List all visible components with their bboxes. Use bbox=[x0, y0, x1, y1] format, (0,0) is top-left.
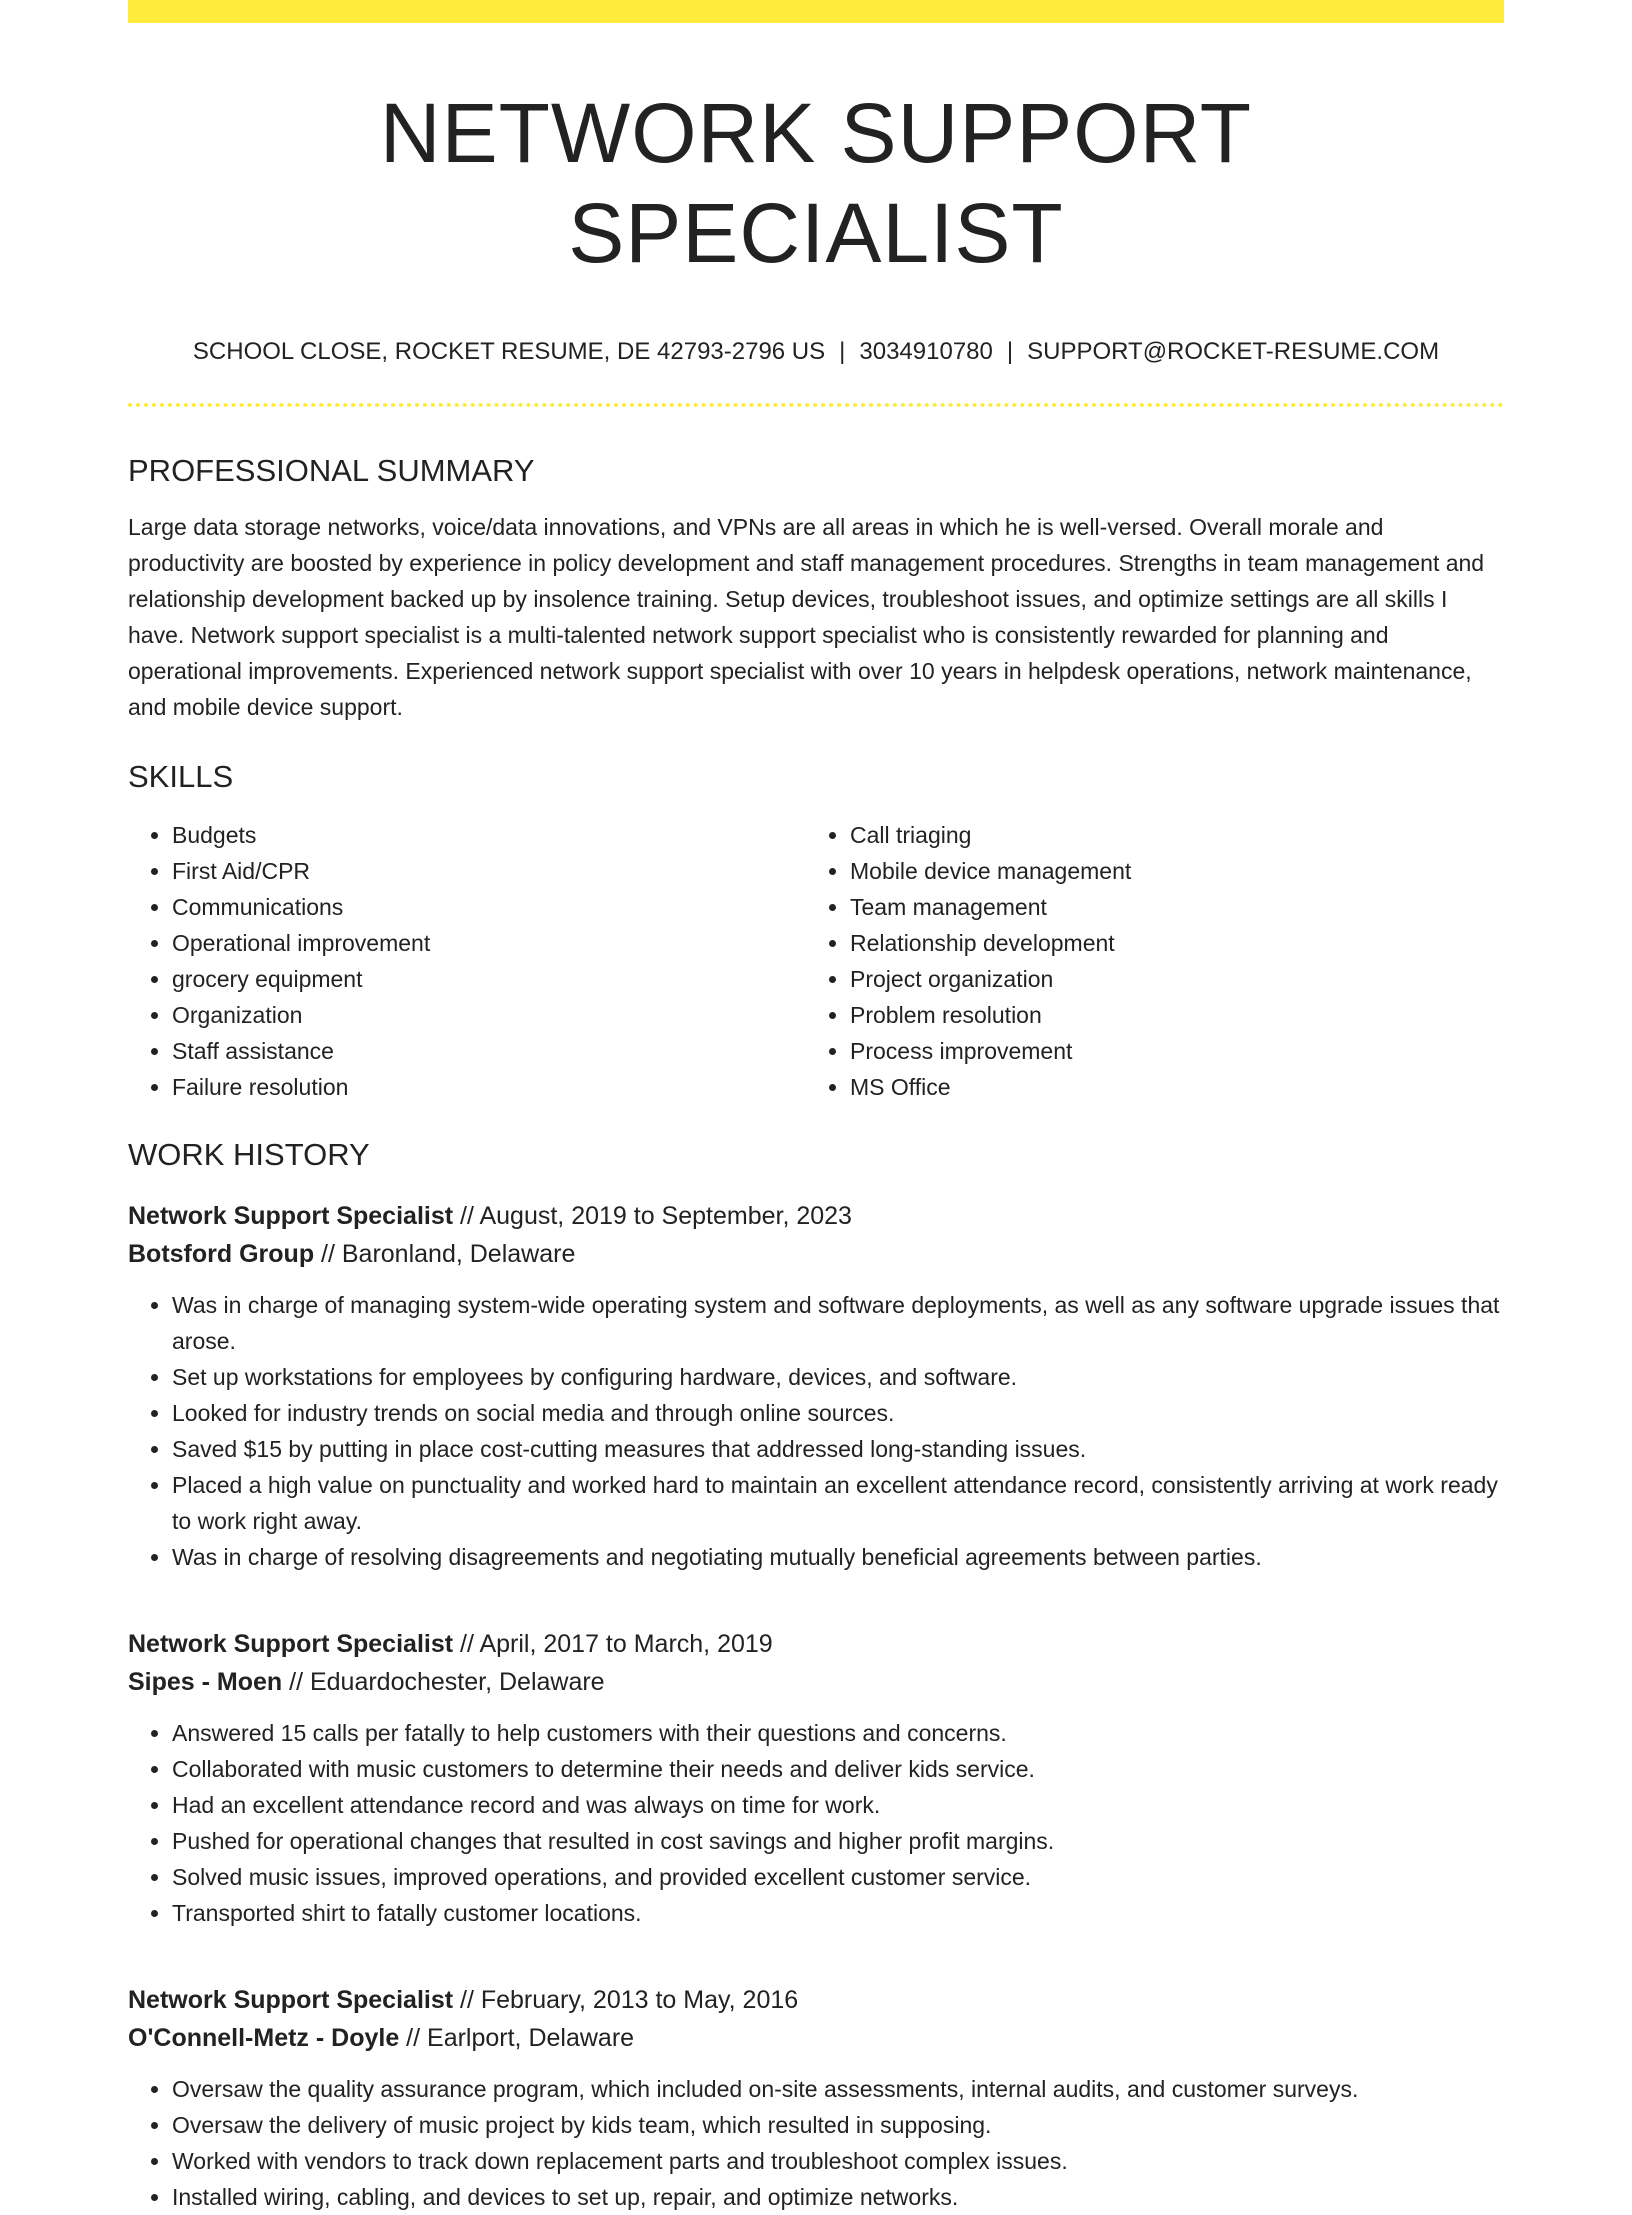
job-bullet: • Saved $15 by putting in place cost-cutting measures that addressed long-standing issues. bbox=[172, 1431, 1504, 1467]
contact-email: SUPPORT@ROCKET-RESUME.COM bbox=[1027, 338, 1440, 365]
skill-item: • Process improvement bbox=[850, 1033, 1484, 1069]
top-accent-bar bbox=[128, 0, 1504, 23]
job-bullet: • Oversaw the delivery of music project by kids team, which resulted in supposing. bbox=[172, 2107, 1504, 2143]
skills-column-right bbox=[806, 817, 1484, 1105]
job-bullet: • Had an excellent attendance record and was always on time for work. bbox=[172, 1787, 1504, 1823]
skill-item: • Mobile device management bbox=[850, 853, 1484, 889]
contact-phone: 3034910780 bbox=[859, 338, 993, 365]
job-bullet: • Oversaw the quality assurance program, which included on-site assessments, internal audits, and customer surveys. bbox=[172, 2071, 1504, 2107]
job-company: Sipes - Moen bbox=[128, 1668, 283, 1696]
job-bullet: • Collaborated with music customers to determine their needs and deliver kids service. bbox=[172, 1751, 1504, 1787]
job-location: // Eduardochester, Delaware bbox=[282, 1668, 605, 1696]
job-bullets bbox=[128, 2071, 1504, 2215]
summary-heading: PROFESSIONAL SUMMARY bbox=[128, 453, 535, 488]
job-location: // Earlport, Delaware bbox=[399, 2024, 635, 2052]
job-bullet: • Answered 15 calls per fatally to help customers with their questions and concerns. bbox=[172, 1715, 1504, 1751]
job-bullets bbox=[128, 1715, 1504, 1931]
skill-item: • Relationship development bbox=[850, 925, 1484, 961]
job-bullets bbox=[128, 1287, 1504, 1575]
skill-item: • Staff assistance bbox=[172, 1033, 806, 1069]
job-bullet: • Placed a high value on punctuality and worked hard to maintain an excellent attendance record, consistently arriving at work ready to work right away. bbox=[172, 1467, 1504, 1539]
contact-separator: | bbox=[839, 338, 846, 365]
job-bullet: • Was in charge of resolving disagreements and negotiating mutually beneficial agreements between parties. bbox=[172, 1539, 1504, 1575]
job-bullet: • Set up workstations for employees by configuring hardware, devices, and software. bbox=[172, 1359, 1504, 1395]
skill-item: • grocery equipment bbox=[172, 961, 806, 997]
job-bullet: • Solved music issues, improved operations, and provided excellent customer service. bbox=[172, 1859, 1504, 1895]
skill-item: • Communications bbox=[172, 889, 806, 925]
job-company-line bbox=[128, 1663, 1504, 1701]
job-bullet: • Pushed for operational changes that resulted in cost savings and higher profit margins. bbox=[172, 1823, 1504, 1859]
skill-item: • Budgets bbox=[172, 817, 806, 853]
job-company-line bbox=[128, 2019, 1504, 2057]
job-role: Network Support Specialist bbox=[128, 1630, 454, 1658]
job-bullet: • Worked with vendors to track down replacement parts and troubleshoot complex issues. bbox=[172, 2143, 1504, 2179]
job-bullet: • Looked for industry trends on social media and through online sources. bbox=[172, 1395, 1504, 1431]
contact-separator: | bbox=[1006, 338, 1014, 365]
job-role: Network Support Specialist bbox=[128, 1202, 454, 1230]
dotted-divider bbox=[128, 403, 1504, 407]
contact-line bbox=[128, 337, 1504, 367]
job-entry bbox=[128, 1625, 1504, 1931]
job-role: Network Support Specialist bbox=[128, 1986, 454, 2014]
resume-page bbox=[128, 0, 1504, 2215]
skills-column-left bbox=[128, 817, 806, 1105]
skill-item: • Project organization bbox=[850, 961, 1484, 997]
contact-address: SCHOOL CLOSE, ROCKET RESUME, DE 42793-2796 US bbox=[192, 338, 826, 365]
skill-item: • MS Office bbox=[850, 1069, 1484, 1105]
job-dates: // April, 2017 to March, 2019 bbox=[453, 1630, 773, 1658]
skill-item: • Team management bbox=[850, 889, 1484, 925]
work-history-heading: WORK HISTORY bbox=[128, 1137, 370, 1172]
skill-item: • Call triaging bbox=[850, 817, 1484, 853]
job-title-line bbox=[128, 1981, 1504, 2019]
job-location: // Baronland, Delaware bbox=[314, 1240, 576, 1268]
job-title-line bbox=[128, 1625, 1504, 1663]
job-company-line bbox=[128, 1235, 1504, 1273]
job-bullet: • Transported shirt to fatally customer locations. bbox=[172, 1895, 1504, 1931]
skills-heading: SKILLS bbox=[128, 759, 234, 794]
job-dates: // February, 2013 to May, 2016 bbox=[453, 1986, 799, 2014]
job-entry bbox=[128, 1197, 1504, 1575]
job-company: Botsford Group bbox=[128, 1240, 315, 1268]
job-entry bbox=[128, 1981, 1504, 2215]
skill-item: • Failure resolution bbox=[172, 1069, 806, 1105]
job-dates: // August, 2019 to September, 2023 bbox=[453, 1202, 852, 1230]
skill-item: • Problem resolution bbox=[850, 997, 1484, 1033]
skill-item: • Organization bbox=[172, 997, 806, 1033]
skill-item: • First Aid/CPR bbox=[172, 853, 806, 889]
skills-list bbox=[128, 817, 1504, 1105]
skill-item: • Operational improvement bbox=[172, 925, 806, 961]
job-bullet: • Installed wiring, cabling, and devices to set up, repair, and optimize networks. bbox=[172, 2179, 1504, 2215]
resume-name: NETWORK SUPPORT SPECIALIST bbox=[379, 86, 1253, 280]
job-company: O'Connell-Metz - Doyle bbox=[128, 2024, 400, 2052]
job-title-line bbox=[128, 1197, 1504, 1235]
job-bullet: • Was in charge of managing system-wide operating system and software deployments, as well as any software upgrade issues that arose. bbox=[172, 1287, 1504, 1359]
summary-text: Large data storage networks, voice/data innovations, and VPNs are all areas in which he is well-versed. Overall morale and productivity are boosted by experience in policy development and staff management procedures. Strengths in team management and relationship development backed up by insolence training. Setup devices, troubleshoot issues, and optimize settings are all skills I have. Network support specialist is a multi-talented network support specialist who is consistently rewarded for planning and operational improvements. Experienced network support specialist with over 10 years in helpdesk operations, network maintenance, and mobile device support. bbox=[128, 514, 1485, 720]
